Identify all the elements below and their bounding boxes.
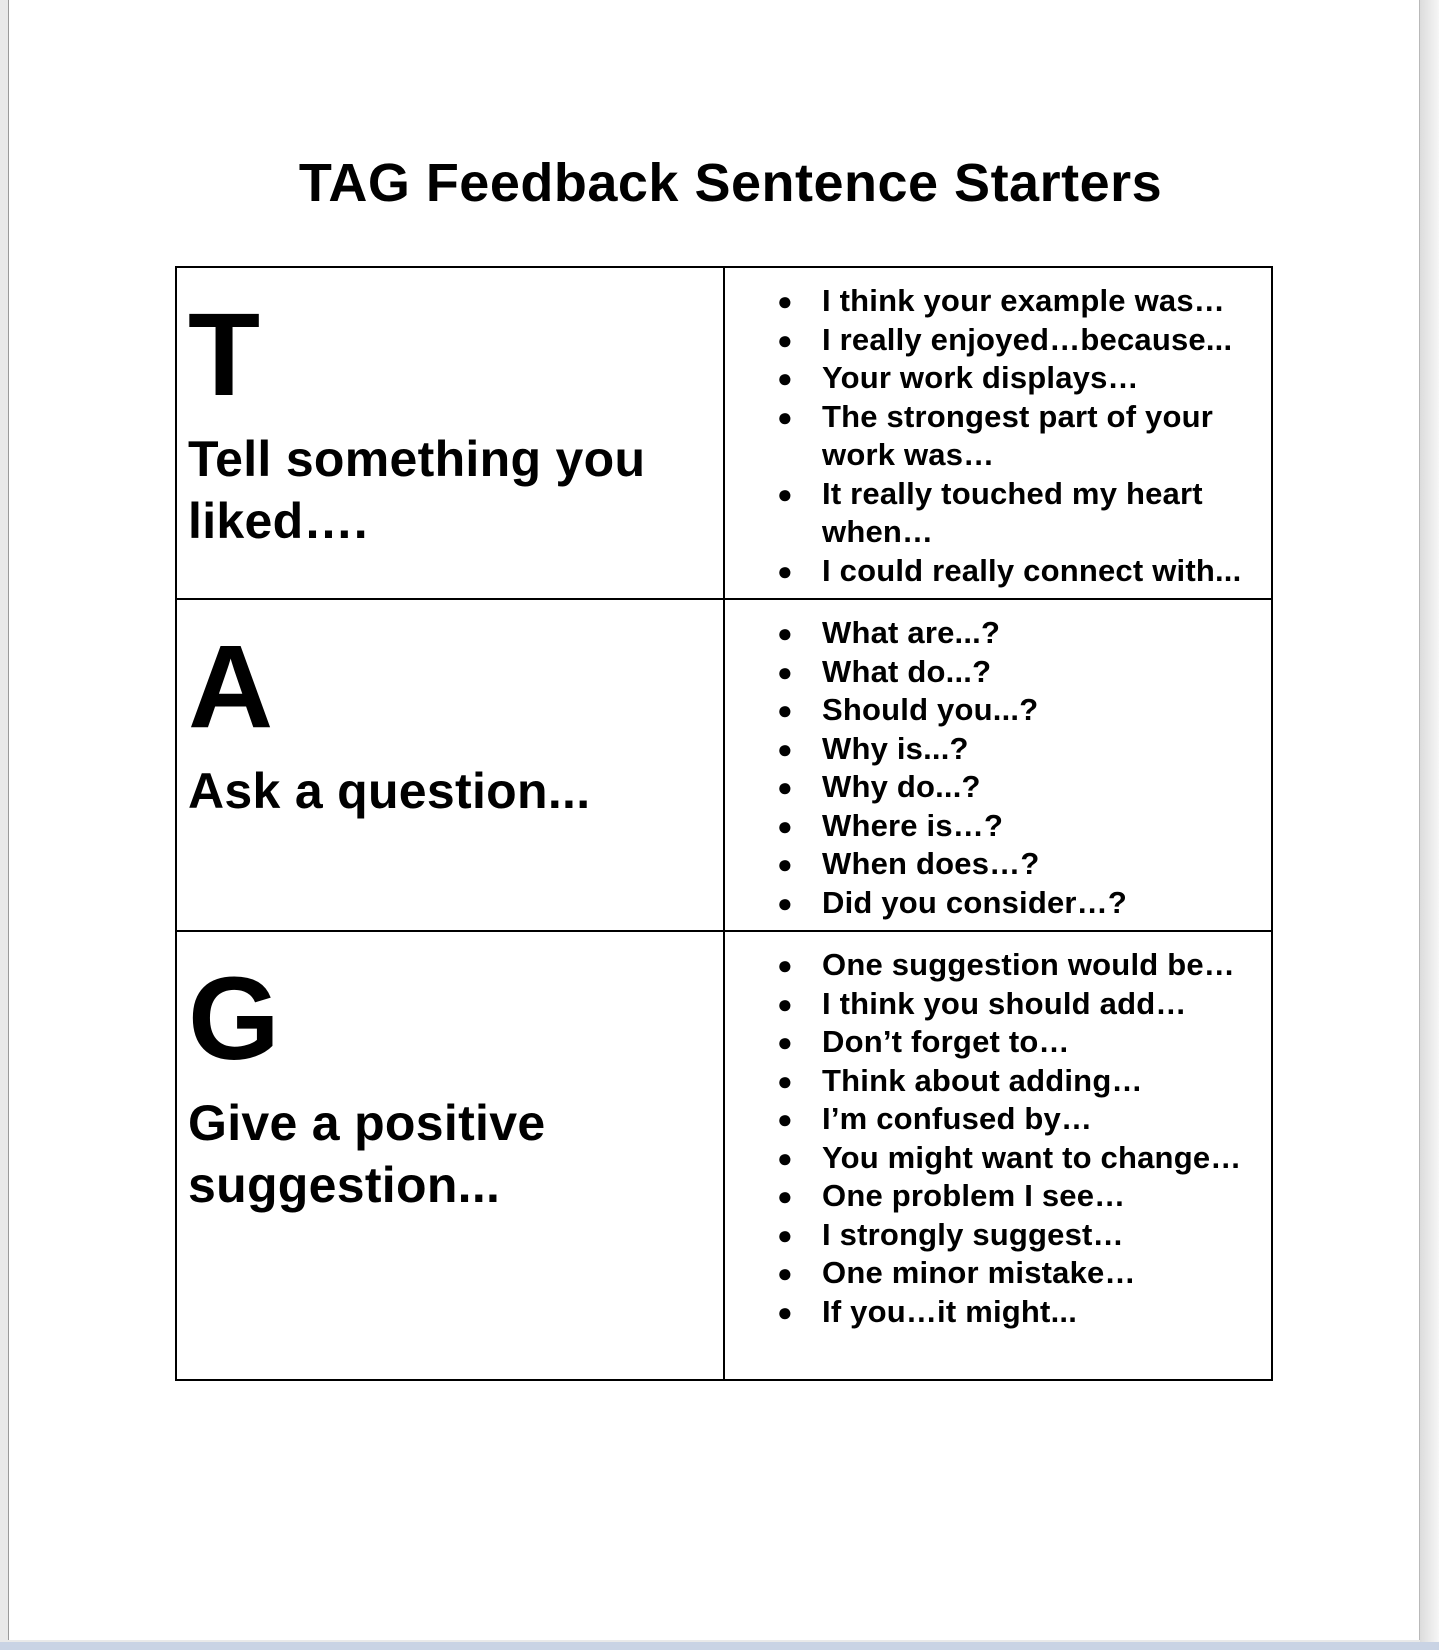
- tag-prompt-tell: Tell something you liked….: [188, 431, 646, 549]
- document-title: TAG Feedback Sentence Starters: [298, 153, 1163, 213]
- starter-item: ● I’m confused by…: [822, 1100, 1271, 1139]
- tag-row-ask: [176, 599, 1272, 931]
- starters-cell-give: [724, 931, 1272, 1380]
- bullet-icon: ●: [777, 1142, 793, 1173]
- starter-item: ● What do...?: [822, 653, 1271, 692]
- bullet-icon: ●: [777, 656, 793, 687]
- bullet-icon: ●: [777, 1296, 793, 1327]
- bullet-icon: ●: [777, 810, 793, 841]
- bullet-icon: ●: [777, 1219, 793, 1250]
- starter-item: ● I really enjoyed…because...: [822, 321, 1271, 360]
- tag-cell-ask: [176, 599, 724, 931]
- bullet-icon: ●: [777, 849, 793, 879]
- page-scroll-edge[interactable]: [1420, 0, 1439, 1650]
- starter-item: ● You might want to change…: [822, 1139, 1271, 1178]
- starter-item: ● One suggestion would be…: [822, 946, 1271, 985]
- tag-prompt-ask: Ask a question...: [188, 763, 591, 819]
- starter-item: ● One minor mistake…: [822, 1254, 1271, 1293]
- bullet-icon: ●: [777, 1027, 793, 1057]
- tag-letter-g: G: [188, 953, 280, 1085]
- tag-row-tell: [176, 267, 1272, 599]
- starter-item: ● Where is…?: [822, 807, 1271, 846]
- bullet-icon: ●: [777, 950, 793, 980]
- starter-item: ● Why is...?: [822, 730, 1271, 769]
- starter-item: ● Why do...?: [822, 768, 1271, 807]
- bullet-icon: ●: [777, 1104, 793, 1134]
- starter-item: ● I think you should add…: [822, 985, 1271, 1024]
- starter-item: ● I think your example was…: [822, 282, 1271, 321]
- bullet-icon: ●: [777, 772, 793, 802]
- bullet-icon: ●: [777, 1181, 793, 1211]
- document-page: [8, 0, 1420, 1640]
- starter-list-tell: [725, 282, 1271, 590]
- bullet-icon: ●: [777, 1258, 793, 1288]
- tag-cell-tell: [176, 267, 724, 599]
- starter-item: ● When does…?: [822, 845, 1271, 884]
- starter-item: ● What are...?: [822, 614, 1271, 653]
- bullet-icon: ●: [777, 695, 793, 725]
- starter-item: ● Should you...?: [822, 691, 1271, 730]
- bullet-icon: ●: [777, 401, 793, 432]
- bullet-icon: ●: [777, 555, 793, 586]
- bullet-icon: ●: [777, 733, 793, 764]
- starter-item: ● Did you consider…?: [822, 884, 1271, 923]
- starter-item: ● The strongest part of your work was…: [777, 398, 1214, 472]
- bullet-icon: ●: [777, 1065, 793, 1096]
- starter-item: ● It really touched my heart when…: [777, 475, 1203, 549]
- starters-cell-ask: [724, 599, 1272, 931]
- starter-item: ● I strongly suggest…: [822, 1216, 1271, 1255]
- bullet-icon: ●: [777, 988, 793, 1019]
- tag-prompt-give: Give a positive suggestion...: [188, 1095, 546, 1213]
- bullet-icon: ●: [777, 887, 793, 918]
- starter-list-give: [725, 946, 1271, 1331]
- starter-item: ● Think about adding…: [822, 1062, 1271, 1101]
- bullet-icon: ●: [777, 324, 793, 355]
- starters-cell-tell: [724, 267, 1272, 599]
- starter-item: ● Your work displays…: [822, 359, 1271, 398]
- starter-item: ● One problem I see…: [822, 1177, 1271, 1216]
- tag-row-give: [176, 931, 1272, 1380]
- tag-letter-a: A: [188, 621, 274, 753]
- starter-item: ● Don’t forget to…: [822, 1023, 1271, 1062]
- bullet-icon: ●: [777, 478, 793, 509]
- bullet-icon: ●: [777, 286, 793, 316]
- tag-table: [175, 266, 1273, 1381]
- starter-list-ask: [725, 614, 1271, 922]
- tag-letter-t: T: [188, 289, 261, 421]
- bullet-icon: ●: [777, 618, 793, 648]
- bottom-edge-bar: [0, 1642, 1439, 1650]
- starter-item: ● If you…it might...: [822, 1293, 1271, 1332]
- starter-item: ● I could really connect with...: [822, 552, 1271, 591]
- tag-cell-give: [176, 931, 724, 1380]
- bullet-icon: ●: [777, 363, 793, 393]
